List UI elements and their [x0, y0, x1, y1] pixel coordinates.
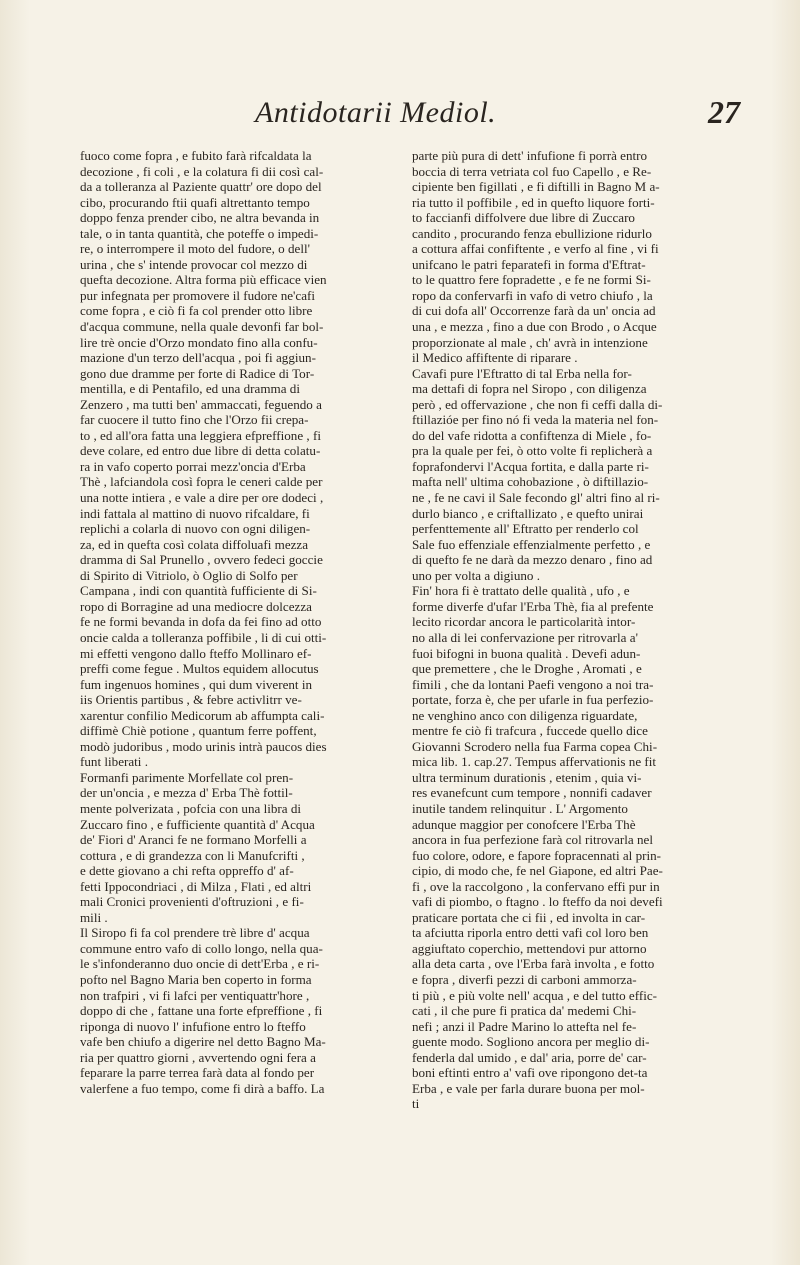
text-line: replichi a colarla di nuovo con ogni diligen- [80, 521, 311, 537]
text-line: cibo, procurando ftii quafi altrettanto tempo [80, 194, 310, 210]
text-line: come fopra , e ciò fi fa col prender otto libre [80, 303, 313, 319]
text-line: proporzionate al male , ch' avrà in intenzione [412, 334, 648, 350]
running-title: Antidotarii Mediol. [255, 96, 497, 129]
text-line: Formanfi parimente Morfellate col pren- [80, 769, 294, 785]
text-line: do del vafe ridotta a confiftenza di Miele , fo- [412, 427, 652, 443]
text-line: gono due dramme per forte di Radice di Tor- [80, 365, 315, 381]
text-line: funt liberati . [80, 754, 148, 770]
text-line: inutile tandem relinquitur . L' Argomento [412, 800, 628, 816]
text-line: una , e mezza , fino a due con Brodo , o Acque [412, 319, 657, 335]
text-line: cati , il che pure fi pratica da' medemi Chi- [412, 1003, 637, 1019]
text-line: to faccianfi diffolvere due libre di Zuccaro [412, 210, 635, 226]
text-line: diffimè Chiè potione , quantum ferre poffent, [80, 723, 317, 739]
text-line: vafe ben chiufo a digerire nel detto Bagno Ma- [80, 1034, 326, 1050]
text-line: indi fattala al mattino di nuovo rifcaldare, fi [80, 505, 310, 521]
text-line: riponga di nuovo l' infufione entro lo fteffo [80, 1018, 306, 1034]
text-line: fi , ove la raccolgono , la confervano effi pur in [412, 878, 660, 894]
text-line: quefta decozione. Altra forma più efficace vien [80, 272, 327, 288]
text-line: far cuocere il tutto fino che l'Orzo fii crepa- [80, 412, 309, 428]
text-line: decozione , fi coli , e la colatura fi dii così cal- [80, 163, 324, 179]
text-line: to le quattro fere fopradette , e fe ne formi Si- [412, 272, 651, 288]
text-line: oncie calda a tolleranza poffibile , li di cui otti- [80, 629, 327, 645]
text-line: aggiuftato coperchio, mettendovi pur attorno [412, 940, 647, 956]
text-line: forme diverfe d'ufar l'Erba Thè, fia al prefente [412, 598, 654, 614]
text-line: ropo da confervarfi in vafo di vetro chiufo , la [412, 287, 653, 303]
left-text-column [80, 148, 398, 1096]
text-line: Sale fuo effenziale effenzialmente perfetto , e [412, 536, 651, 552]
text-line: Zenzero , ma tutti ben' ammaccati, feguendo a [80, 396, 322, 412]
text-line: mentre fe ciò fi trafcura , fuccede quello dice [412, 723, 648, 739]
text-line: ta afciutta riporla entro detti vafi col loro ben [412, 925, 649, 941]
text-line: mentilla, e di Pentafilo, ed una dramma di [80, 381, 300, 397]
text-line: ti [412, 1096, 420, 1112]
text-line: cipiente ben figillati , e fi diftilli in Bagno M a- [412, 179, 660, 195]
text-line: ria per quattro giorni , avvertendo ogni fera a [80, 1049, 316, 1065]
right-text-column [412, 148, 737, 1112]
text-line: e dette giovano a chi refta oppreffo d' af- [80, 863, 294, 879]
text-line: ropo di Borragine ad una mediocre dolcezza [80, 598, 312, 614]
text-line: d'acqua commune, nella quale devonfi far bol- [80, 319, 324, 335]
text-line: iis Orientis partibus , & febre activlitrr ve- [80, 692, 302, 708]
text-line: Zuccaro fino , e fufficiente quantità d' Acqua [80, 816, 315, 832]
text-line: durlo bianco , e criftallizato , e quefto unirai [412, 505, 644, 521]
text-line: Erba , e vale per farla durare buona per mol- [412, 1080, 645, 1096]
text-line: commune entro vafo di collo longo, nella qua- [80, 940, 323, 956]
text-line: ftillazióe per fino nó fi veda la materia nel fon- [412, 412, 659, 428]
text-line: e fopra , diverfi pezzi di carboni ammorza- [412, 971, 637, 987]
text-line: doppo fenza prender cibo, ne altra bevanda in [80, 210, 320, 226]
text-line: unifcano le patri feparatefi in forma d'Eftrat- [412, 256, 646, 272]
text-line: dramma di Sal Prunello , ovvero fedeci goccie [80, 552, 323, 568]
text-line: boni eftinti entro a' vafi ove ripongono det-ta [412, 1065, 648, 1081]
text-line: di cui dofa all' Occorrenze farà da un' oncia ad [412, 303, 656, 319]
text-line: lire trè oncie d'Orzo mondato fino alla confu- [80, 334, 318, 350]
text-line: no alla di lei confervazione per ritrovarla a' [412, 629, 638, 645]
text-line: preffi come fegue . Multos equidem allocutus [80, 661, 319, 677]
text-line: foprafondervi l'Acqua fortita, e dalla parte ri- [412, 458, 649, 474]
text-line: vafi di piombo, o ftagno . lo fteffo da noi devefi [412, 894, 663, 910]
text-line: di Spirito di Vitriolo, ò Oglio di Solfo per [80, 567, 298, 583]
text-line: to , ed all'ora fatta una leggiera efpreffione , fi [80, 427, 321, 443]
text-line: ma dettafi di fopra nel Siropo , con diligenza [412, 381, 647, 397]
text-line: feparare la parre terrea farà data al fondo per [80, 1065, 315, 1081]
text-line: ne , fe ne cavi il Sale fecondo gl' altri fino al ri- [412, 490, 660, 506]
text-line: il Medico affiftente di riparare . [412, 350, 578, 366]
text-line: mazione d'un terzo dell'acqua , poi fi aggiun- [80, 350, 316, 366]
text-line: pofto nel Bagno Maria ben coperto in forma [80, 971, 312, 987]
text-line: da a tolleranza al Paziente quattr' ore dopo del [80, 179, 322, 195]
text-line: cottura , e di grandezza con li Manufcrifti , [80, 847, 305, 863]
text-line: cipio, di modo che, fe nel Giapone, ed altri Pae- [412, 863, 663, 879]
text-line: candito , procurando fenza ebullizione ridurlo [412, 225, 652, 241]
text-line: di quefto fe ne darà da mezzo denaro , fino ad [412, 552, 653, 568]
text-line: za, ed in quefta così colata diffoluafi mezza [80, 536, 309, 552]
text-line: deve colare, ed entro due libre di detta colatu- [80, 443, 321, 459]
text-line: fimili , che da lontani Paefi vengono a noi tra- [412, 676, 654, 692]
text-line: de' Fiori d' Aranci fe ne formano Morfelli a [80, 832, 307, 848]
text-line: nefi ; anzi il Padre Marino lo attefta nel fe- [412, 1018, 637, 1034]
text-line: der un'oncia , e mezza d' Erba Thè fottil- [80, 785, 293, 801]
text-line: doppo di che , fattane una forte efpreffione , fi [80, 1003, 323, 1019]
text-line: però , ed offervazione , che non fi ceffi dalla di- [412, 396, 663, 412]
text-line: ra in vafo coperto porrai mezz'oncia d'Erba [80, 458, 306, 474]
page-number: 27 [708, 94, 740, 130]
text-line: ria tutto il poffibile , ed in quefto liquore forti- [412, 194, 655, 210]
text-line: urina , che s' intende provocar col mezzo di [80, 256, 308, 272]
text-line: xarentur confilio Medicorum ab affumpta cali- [80, 707, 325, 723]
text-line: valerfene a fuo tempo, come fi dirà a baffo. La [80, 1080, 325, 1096]
text-line: ancora in fua perfezione farà col ritrovarla nel [412, 832, 654, 848]
text-line: fuoi bifogni in buona qualità . Devefi adun- [412, 645, 641, 661]
text-line: le s'infonderanno duo oncie di dett'Erba , e ri- [80, 956, 320, 972]
text-line: ultra terminum durationis , etenim , quia vi- [412, 769, 642, 785]
text-line: re, o interrompere il moto del fudore, o dell' [80, 241, 310, 257]
text-line: mafta nell' ultima cohobazione , ò diftillazio- [412, 474, 649, 490]
text-line: modò judoribus , modo urinis intrà paucos dies [80, 738, 327, 754]
text-line: adunque maggior per conofcere l'Erba Thè [412, 816, 636, 832]
text-line: mili . [80, 909, 108, 925]
text-line: pur infegnata per promovere il fudore ne'cafi [80, 287, 316, 303]
text-line: Il Siropo fi fa col prendere trè libre d' acqua [80, 925, 310, 941]
page-header [70, 96, 740, 136]
text-line: non trafpiri , vi fi lafci per ventiquattr'hore , [80, 987, 310, 1003]
text-line: que premettere , che le Droghe , Aromati , e [412, 661, 642, 677]
text-line: mente polverizata , pofcia con una libra di [80, 800, 302, 816]
text-line: Cavafi pure l'Eftratto di tal Erba nella for- [412, 365, 632, 381]
text-line: uno per volta a digiuno . [412, 567, 541, 583]
text-line: fuoco come fopra , e fubito farà rifcaldata la [80, 148, 312, 163]
text-line: alla deta carta , ove l'Erba farà involta , e fotto [412, 956, 655, 972]
text-line: Thè , lafciandola così fopra le ceneri calde per [80, 474, 323, 490]
text-line: mi effetti vengono dallo fteffo Mollinaro ef- [80, 645, 312, 661]
text-line: parte più pura di dett' infufione fi porrà entro [412, 148, 648, 163]
text-line: Giovanni Scrodero nella fua Farma copea Chi- [412, 738, 658, 754]
text-line: praticare portata che ci fii , ed involta in car- [412, 909, 646, 925]
text-line: fe ne formi bevanda in dofa da fei fino ad otto [80, 614, 322, 630]
text-line: a cottura affai confiftente , e verfo al fine , vi fi [412, 241, 659, 257]
text-line: ti più , e più volte nell' acqua , e del tutto effic- [412, 987, 658, 1003]
text-line: una notte intiera , e vale a dire per ore dodeci , [80, 490, 324, 506]
text-line: tale, o in tanta quantità, che poteffe o impedi- [80, 225, 319, 241]
text-line: mali Cronici provenienti d'oftruzioni , e fi- [80, 894, 304, 910]
text-line: ne venghino anco con diligenza riguardate, [412, 707, 638, 723]
text-line: Fin' hora fi è trattato delle qualità , ufo , e [412, 583, 630, 599]
text-line: pra la quale per fei, ò otto volte fi replicherà a [412, 443, 653, 459]
text-line: portate, forza è, che per ufarle in fua perfezio- [412, 692, 654, 708]
text-line: perfenttemente all' Eftratto per renderlo col [412, 521, 639, 537]
text-line: Campana , indi con quantità fufficiente di Si- [80, 583, 317, 599]
text-line: fenderla dal umido , e dal' aria, porre de' car- [412, 1049, 647, 1065]
text-line: lecito ricordar ancora le particolarità intor- [412, 614, 636, 630]
text-line: res evanefcunt cum tempore , nonnifi cadaver [412, 785, 652, 801]
text-line: boccia di terra vetriata col fuo Capello , e Re- [412, 163, 652, 179]
text-line: fum ingenuos homines , qui dum viverent in [80, 676, 313, 692]
text-line: mica lib. 1. cap.27. Tempus affervationis ne fit [412, 754, 657, 770]
text-line: fuo colore, odore, e fapore fopracennati al prin- [412, 847, 662, 863]
text-line: guente modo. Sogliono ancora per meglio di- [412, 1034, 650, 1050]
text-line: fetti Ippocondriaci , di Milza , Flati , ed altri [80, 878, 312, 894]
